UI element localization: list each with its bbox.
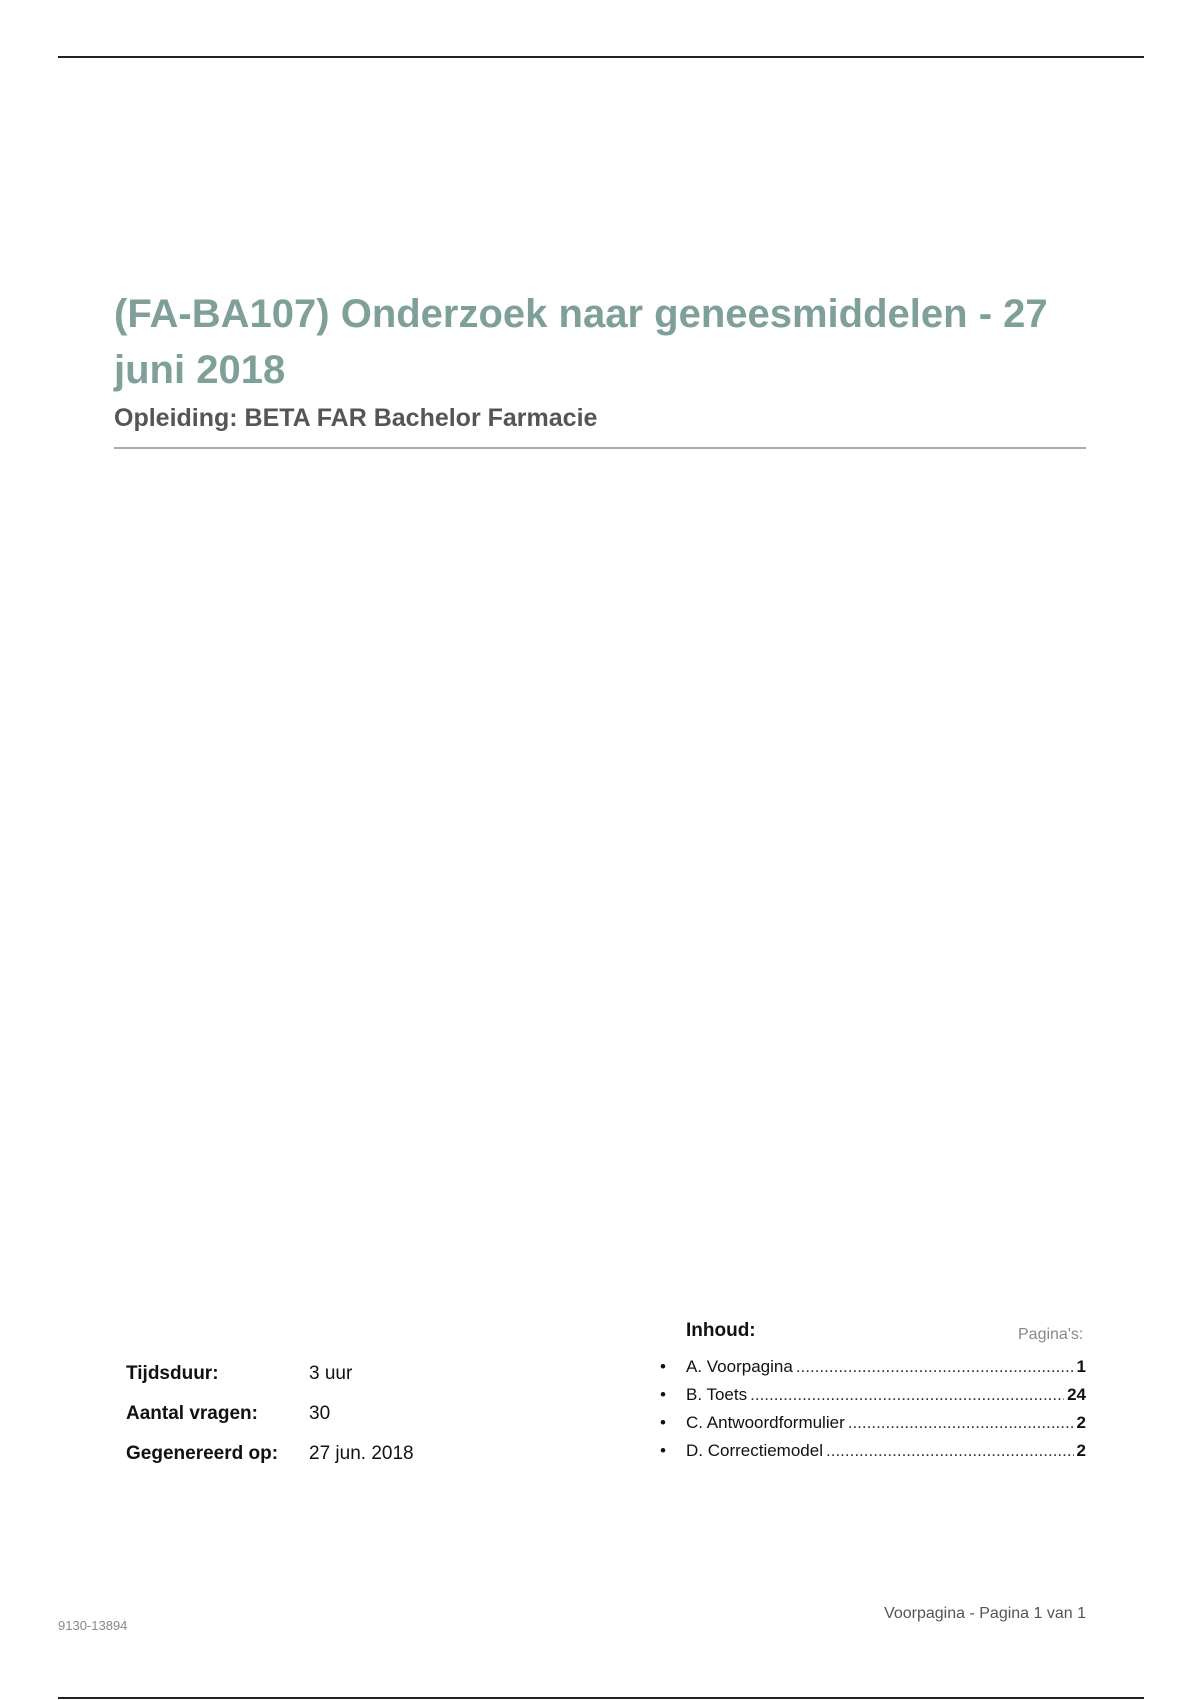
page-title: (FA-BA107) Onderzoek naar geneesmiddelen - 27 juni 2018 <box>114 292 1048 392</box>
bullet-icon: • <box>660 1357 666 1376</box>
bullet-icon: • <box>660 1441 666 1460</box>
toc-item-voorpagina <box>660 1357 1086 1385</box>
toc-leader-dots <box>848 1413 1074 1433</box>
toc-item-page: 2 <box>1076 1441 1086 1460</box>
toc-item-label: A. Voorpagina <box>686 1357 793 1376</box>
toc-item-page: 24 <box>1067 1385 1086 1404</box>
toc-item-label: D. Correctiemodel <box>686 1441 823 1460</box>
title-divider <box>114 447 1086 449</box>
meta-value: 30 <box>309 1403 331 1424</box>
meta-label: Tijdsduur: <box>126 1363 219 1384</box>
exam-meta-table <box>126 1354 414 1474</box>
document-code: 9130-13894 <box>58 1618 128 1633</box>
toc-leader-dots <box>750 1385 1064 1405</box>
meta-label: Aantal vragen: <box>126 1403 258 1424</box>
bullet-icon: • <box>660 1385 666 1404</box>
toc-pages-label: Pagina's: <box>1018 1326 1084 1343</box>
meta-row-duration <box>126 1354 414 1394</box>
meta-value: 3 uur <box>309 1363 353 1384</box>
toc-item-antwoordformulier <box>660 1413 1086 1441</box>
page-subtitle: Opleiding: BETA FAR Bachelor Farmacie <box>114 404 598 432</box>
toc-leader-dots <box>796 1357 1074 1377</box>
toc-item-label: B. Toets <box>686 1385 748 1404</box>
table-of-contents <box>660 1357 1086 1469</box>
toc-leader-dots <box>826 1441 1074 1461</box>
toc-item-page: 2 <box>1076 1413 1086 1432</box>
meta-value: 27 jun. 2018 <box>309 1443 414 1464</box>
meta-label: Gegenereerd op: <box>126 1443 279 1464</box>
toc-item-toets <box>660 1385 1086 1413</box>
toc-item-page: 1 <box>1076 1357 1086 1376</box>
toc-item-label: C. Antwoordformulier <box>686 1413 845 1432</box>
meta-row-question-count <box>126 1394 414 1434</box>
toc-heading: Inhoud: <box>686 1320 756 1341</box>
top-rule <box>58 56 1144 58</box>
bullet-icon: • <box>660 1413 666 1432</box>
toc-item-correctiemodel <box>660 1441 1086 1469</box>
page-number-footer: Voorpagina - Pagina 1 van 1 <box>884 1605 1086 1622</box>
meta-row-generated-on <box>126 1434 414 1474</box>
bottom-rule <box>58 1697 1144 1699</box>
